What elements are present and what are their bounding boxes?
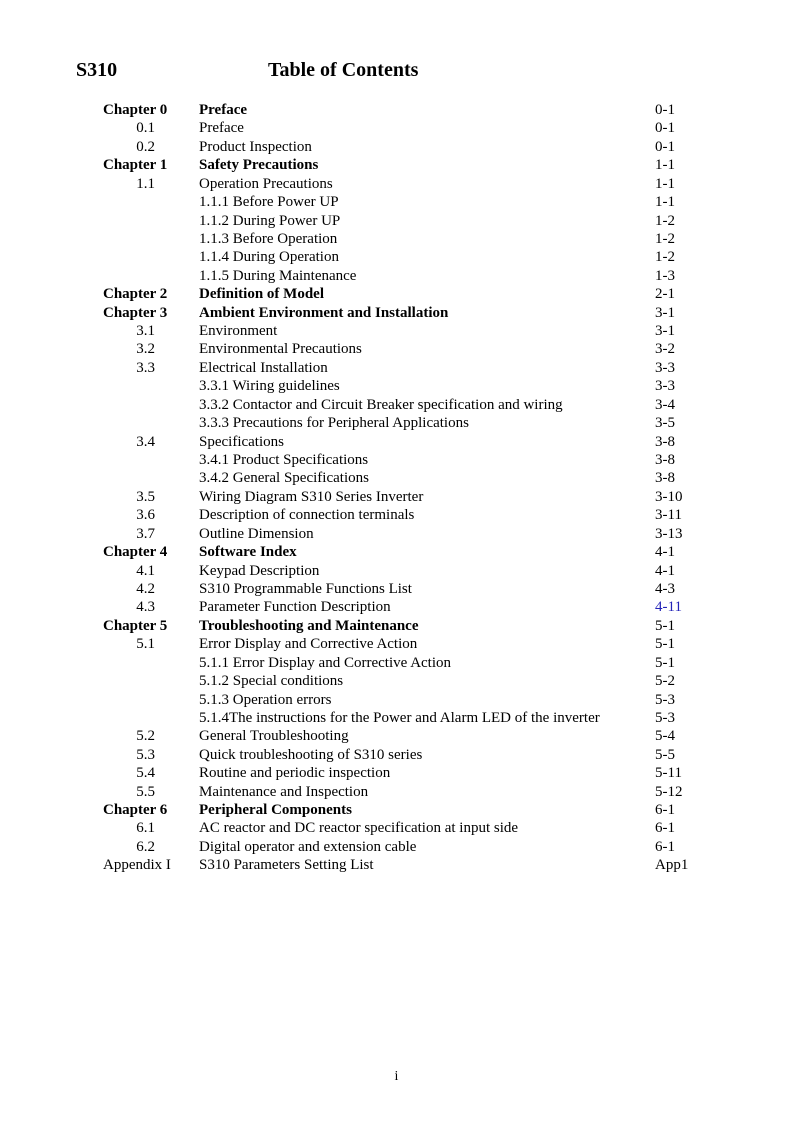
toc-entry-title[interactable]: 5.1.3 Operation errors (199, 691, 332, 708)
toc-entry-number: Chapter 3 (103, 304, 168, 321)
toc-entry-chapter[interactable] (0, 543, 793, 561)
toc-page-number: 0-1 (655, 102, 675, 118)
toc-entry-section[interactable] (0, 506, 793, 524)
page-number: i (394, 1069, 399, 1084)
toc-entry-title[interactable]: Maintenance and Inspection (199, 783, 369, 800)
toc-page-number: 5-12 (655, 783, 683, 800)
toc-page-number: 6-1 (655, 838, 675, 855)
toc-entry-title[interactable]: Preface (199, 120, 244, 137)
toc-page-number: 5-5 (655, 746, 675, 763)
toc-entry-number: Chapter 0 (103, 102, 168, 118)
toc-entry-section[interactable] (0, 433, 793, 451)
toc-page-number: 6-1 (655, 820, 675, 837)
toc-entry-section[interactable] (0, 598, 793, 616)
toc-entry-number: Appendix I (103, 857, 171, 874)
toc-entry-title[interactable]: AC reactor and DC reactor specification at input side (199, 820, 519, 837)
toc-entry-title[interactable]: Environment (199, 323, 278, 340)
toc-page-number: 5-1 (655, 617, 675, 634)
toc-entry-title[interactable]: Description of connection terminals (199, 507, 415, 524)
toc-entry-number: 4.1 (136, 562, 155, 579)
toc-entry-title[interactable]: Definition of Model (199, 286, 324, 303)
toc-entry-title[interactable]: 1.1.4 During Operation (199, 249, 339, 266)
toc-page-number: 3-10 (655, 488, 683, 505)
toc-entry-sub[interactable] (0, 267, 793, 285)
toc-entry-section[interactable] (0, 727, 793, 745)
toc-entry-number: Chapter 6 (103, 802, 168, 819)
toc-entry-title[interactable]: Digital operator and extension cable (199, 838, 417, 855)
toc-entry-chapter[interactable] (0, 617, 793, 635)
toc-page-number: 5-2 (655, 673, 675, 690)
toc-entry-sub[interactable] (0, 396, 793, 414)
toc-page-number: 3-3 (655, 359, 675, 376)
toc-entry-title[interactable]: S310 Programmable Functions List (199, 580, 412, 597)
toc-page-number: 5-1 (655, 654, 675, 671)
toc-entry-sub[interactable] (0, 212, 793, 230)
toc-page-number: 3-1 (655, 304, 675, 321)
table-of-contents (0, 101, 793, 875)
toc-entry-section[interactable] (0, 838, 793, 856)
toc-entry-sub[interactable] (0, 672, 793, 690)
toc-entry-chapter[interactable] (0, 801, 793, 819)
toc-entry-title[interactable]: Quick troubleshooting of S310 series (199, 746, 423, 763)
toc-entry-sub[interactable] (0, 654, 793, 672)
toc-entry-number: 0.2 (136, 138, 155, 155)
toc-entry-sub[interactable] (0, 414, 793, 432)
toc-entry-title[interactable]: 5.1.4The instructions for the Power and Alarm LED of the inverter (199, 709, 600, 726)
toc-entry-title[interactable]: 3.3.1 Wiring guidelines (199, 378, 340, 395)
toc-entry-chapter[interactable] (0, 285, 793, 303)
toc-entry-title[interactable]: Outline Dimension (199, 525, 314, 542)
toc-page-number: 0-1 (655, 138, 675, 155)
toc-entry-number: 6.2 (136, 838, 155, 855)
toc-entry-title[interactable]: Peripheral Components (199, 802, 352, 819)
toc-entry-section[interactable] (0, 175, 793, 193)
toc-entry-title[interactable]: Wiring Diagram S310 Series Inverter (199, 488, 424, 505)
toc-entry-section[interactable] (0, 525, 793, 543)
toc-page-number: 3-8 (655, 470, 675, 487)
document-model: S310 (76, 59, 118, 81)
toc-entry-section[interactable] (0, 138, 793, 156)
toc-entry-section[interactable] (0, 783, 793, 801)
toc-entry-title[interactable]: 3.3.3 Precautions for Peripheral Applications (199, 415, 469, 432)
toc-page-number: 4-1 (655, 544, 675, 561)
toc-entry-title[interactable]: 1.1.2 During Power UP (199, 212, 341, 229)
toc-entry-title[interactable]: Preface (199, 102, 248, 118)
toc-entry-number: 0.1 (136, 120, 155, 137)
toc-entry-number: 3.5 (136, 488, 155, 505)
toc-entry-number: 3.4 (136, 433, 155, 450)
toc-page-number: 5-11 (655, 765, 682, 782)
toc-entry-number: 3.3 (136, 359, 155, 376)
toc-page-number: 6-1 (655, 802, 675, 819)
toc-entry-title[interactable]: Safety Precautions (199, 157, 319, 174)
toc-page-number: 3-8 (655, 433, 675, 450)
toc-page-number: 2-1 (655, 286, 675, 303)
toc-entry-title[interactable]: Ambient Environment and Installation (199, 304, 449, 321)
toc-entry-title[interactable]: General Troubleshooting (199, 728, 349, 745)
toc-entry-number: 5.4 (136, 765, 155, 782)
toc-entry-number: 5.5 (136, 783, 155, 800)
toc-page-number: 5-4 (655, 728, 675, 745)
toc-entry-title[interactable]: 1.1.3 Before Operation (199, 230, 338, 247)
toc-entry-section[interactable] (0, 488, 793, 506)
toc-page-number: 3-4 (655, 396, 675, 413)
toc-entry-section[interactable] (0, 340, 793, 358)
toc-entry-section[interactable] (0, 635, 793, 653)
toc-entry-number: Chapter 1 (103, 157, 168, 174)
toc-entry-title[interactable]: Keypad Description (199, 562, 320, 579)
toc-entry-section[interactable] (0, 819, 793, 837)
toc-page-number: 1-1 (655, 194, 675, 211)
toc-entry-title[interactable]: S310 Parameters Setting List (199, 857, 374, 874)
toc-entry-title[interactable]: Error Display and Corrective Action (199, 636, 418, 653)
toc-entry-number: Chapter 5 (103, 617, 168, 634)
toc-page-number: 0-1 (655, 120, 675, 137)
page-title: Table of Contents (268, 59, 419, 81)
toc-entry-number: 6.1 (136, 820, 155, 837)
toc-entry-section[interactable] (0, 746, 793, 764)
toc-page-number: 4-1 (655, 562, 675, 579)
toc-entry-section[interactable] (0, 359, 793, 377)
toc-entry-title[interactable]: Troubleshooting and Maintenance (199, 617, 419, 634)
toc-entry-title[interactable]: Electrical Installation (199, 359, 328, 376)
toc-entry-number: 5.3 (136, 746, 155, 763)
toc-entry-sub[interactable] (0, 451, 793, 469)
toc-entry-title[interactable]: 1.1.5 During Maintenance (199, 267, 357, 284)
toc-entry-title[interactable]: 5.1.2 Special conditions (199, 673, 344, 690)
toc-entry-number: 1.1 (136, 175, 155, 192)
toc-entry-sub[interactable] (0, 469, 793, 487)
toc-page-number: 3-1 (655, 323, 675, 340)
toc-entry-sub[interactable] (0, 377, 793, 395)
toc-entry-number: 4.3 (136, 599, 155, 616)
toc-entry-sub[interactable] (0, 691, 793, 709)
toc-entry-number: 3.1 (136, 323, 155, 340)
toc-page-number: 1-3 (655, 267, 675, 284)
toc-page-number: 1-1 (655, 157, 675, 174)
toc-page-number: App1 (655, 857, 689, 874)
toc-page-number: 5-3 (655, 691, 675, 708)
toc-entry-title[interactable]: 3.3.2 Contactor and Circuit Breaker specification and wiring (199, 396, 563, 413)
toc-page-number: 1-2 (655, 230, 675, 247)
toc-entry-title[interactable]: Product Inspection (199, 138, 312, 155)
toc-entry-number: 5.1 (136, 636, 155, 653)
toc-entry-sub[interactable] (0, 193, 793, 211)
toc-entry-title[interactable]: 5.1.1 Error Display and Corrective Action (199, 654, 452, 671)
toc-entry-title[interactable]: 1.1.1 Before Power UP (199, 194, 339, 211)
toc-entry-section[interactable] (0, 562, 793, 580)
toc-entry-section[interactable] (0, 322, 793, 340)
toc-entry-section[interactable] (0, 580, 793, 598)
toc-entry-number: 3.2 (136, 341, 155, 358)
toc-page-number: 3-3 (655, 378, 675, 395)
toc-page-number: 3-8 (655, 452, 675, 469)
toc-entry-number: 3.6 (136, 507, 155, 524)
toc-entry-title[interactable]: Environmental Precautions (199, 341, 362, 358)
toc-page-number: 1-2 (655, 249, 675, 266)
toc-entry-appendix[interactable] (0, 856, 793, 874)
toc-entry-sub[interactable] (0, 709, 793, 727)
toc-entry-title[interactable]: Software Index (199, 544, 297, 561)
toc-entry-number: 3.7 (136, 525, 155, 542)
toc-page-number: 3-13 (655, 525, 683, 542)
toc-entry-title[interactable]: 3.4.1 Product Specifications (199, 452, 369, 469)
toc-entry-sub[interactable] (0, 230, 793, 248)
toc-page-link[interactable]: 4-11 (655, 599, 682, 616)
toc-entry-number: 4.2 (136, 580, 155, 597)
toc-entry-number: Chapter 2 (103, 286, 168, 303)
toc-page-number: 1-2 (655, 212, 675, 229)
toc-page-number: 5-1 (655, 636, 675, 653)
toc-entry-title[interactable]: 3.4.2 General Specifications (199, 470, 369, 487)
toc-entry-number: Chapter 4 (103, 544, 168, 561)
toc-page-number: 3-5 (655, 415, 675, 432)
toc-entry-chapter[interactable] (0, 101, 793, 119)
toc-page-number: 5-3 (655, 709, 675, 726)
toc-entry-section[interactable] (0, 119, 793, 137)
toc-entry-sub[interactable] (0, 248, 793, 266)
toc-entry-section[interactable] (0, 764, 793, 782)
toc-entry-chapter[interactable] (0, 156, 793, 174)
toc-entry-title[interactable]: Parameter Function Description (199, 599, 391, 616)
toc-page-number: 1-1 (655, 175, 675, 192)
toc-entry-title[interactable]: Specifications (199, 433, 284, 450)
toc-page-number: 4-3 (655, 580, 675, 597)
toc-entry-title[interactable]: Operation Precautions (199, 175, 333, 192)
toc-entry-chapter[interactable] (0, 304, 793, 322)
toc-entry-number: 5.2 (136, 728, 155, 745)
toc-page-number: 3-11 (655, 507, 682, 524)
toc-entry-title[interactable]: Routine and periodic inspection (199, 765, 391, 782)
toc-page-number: 3-2 (655, 341, 675, 358)
